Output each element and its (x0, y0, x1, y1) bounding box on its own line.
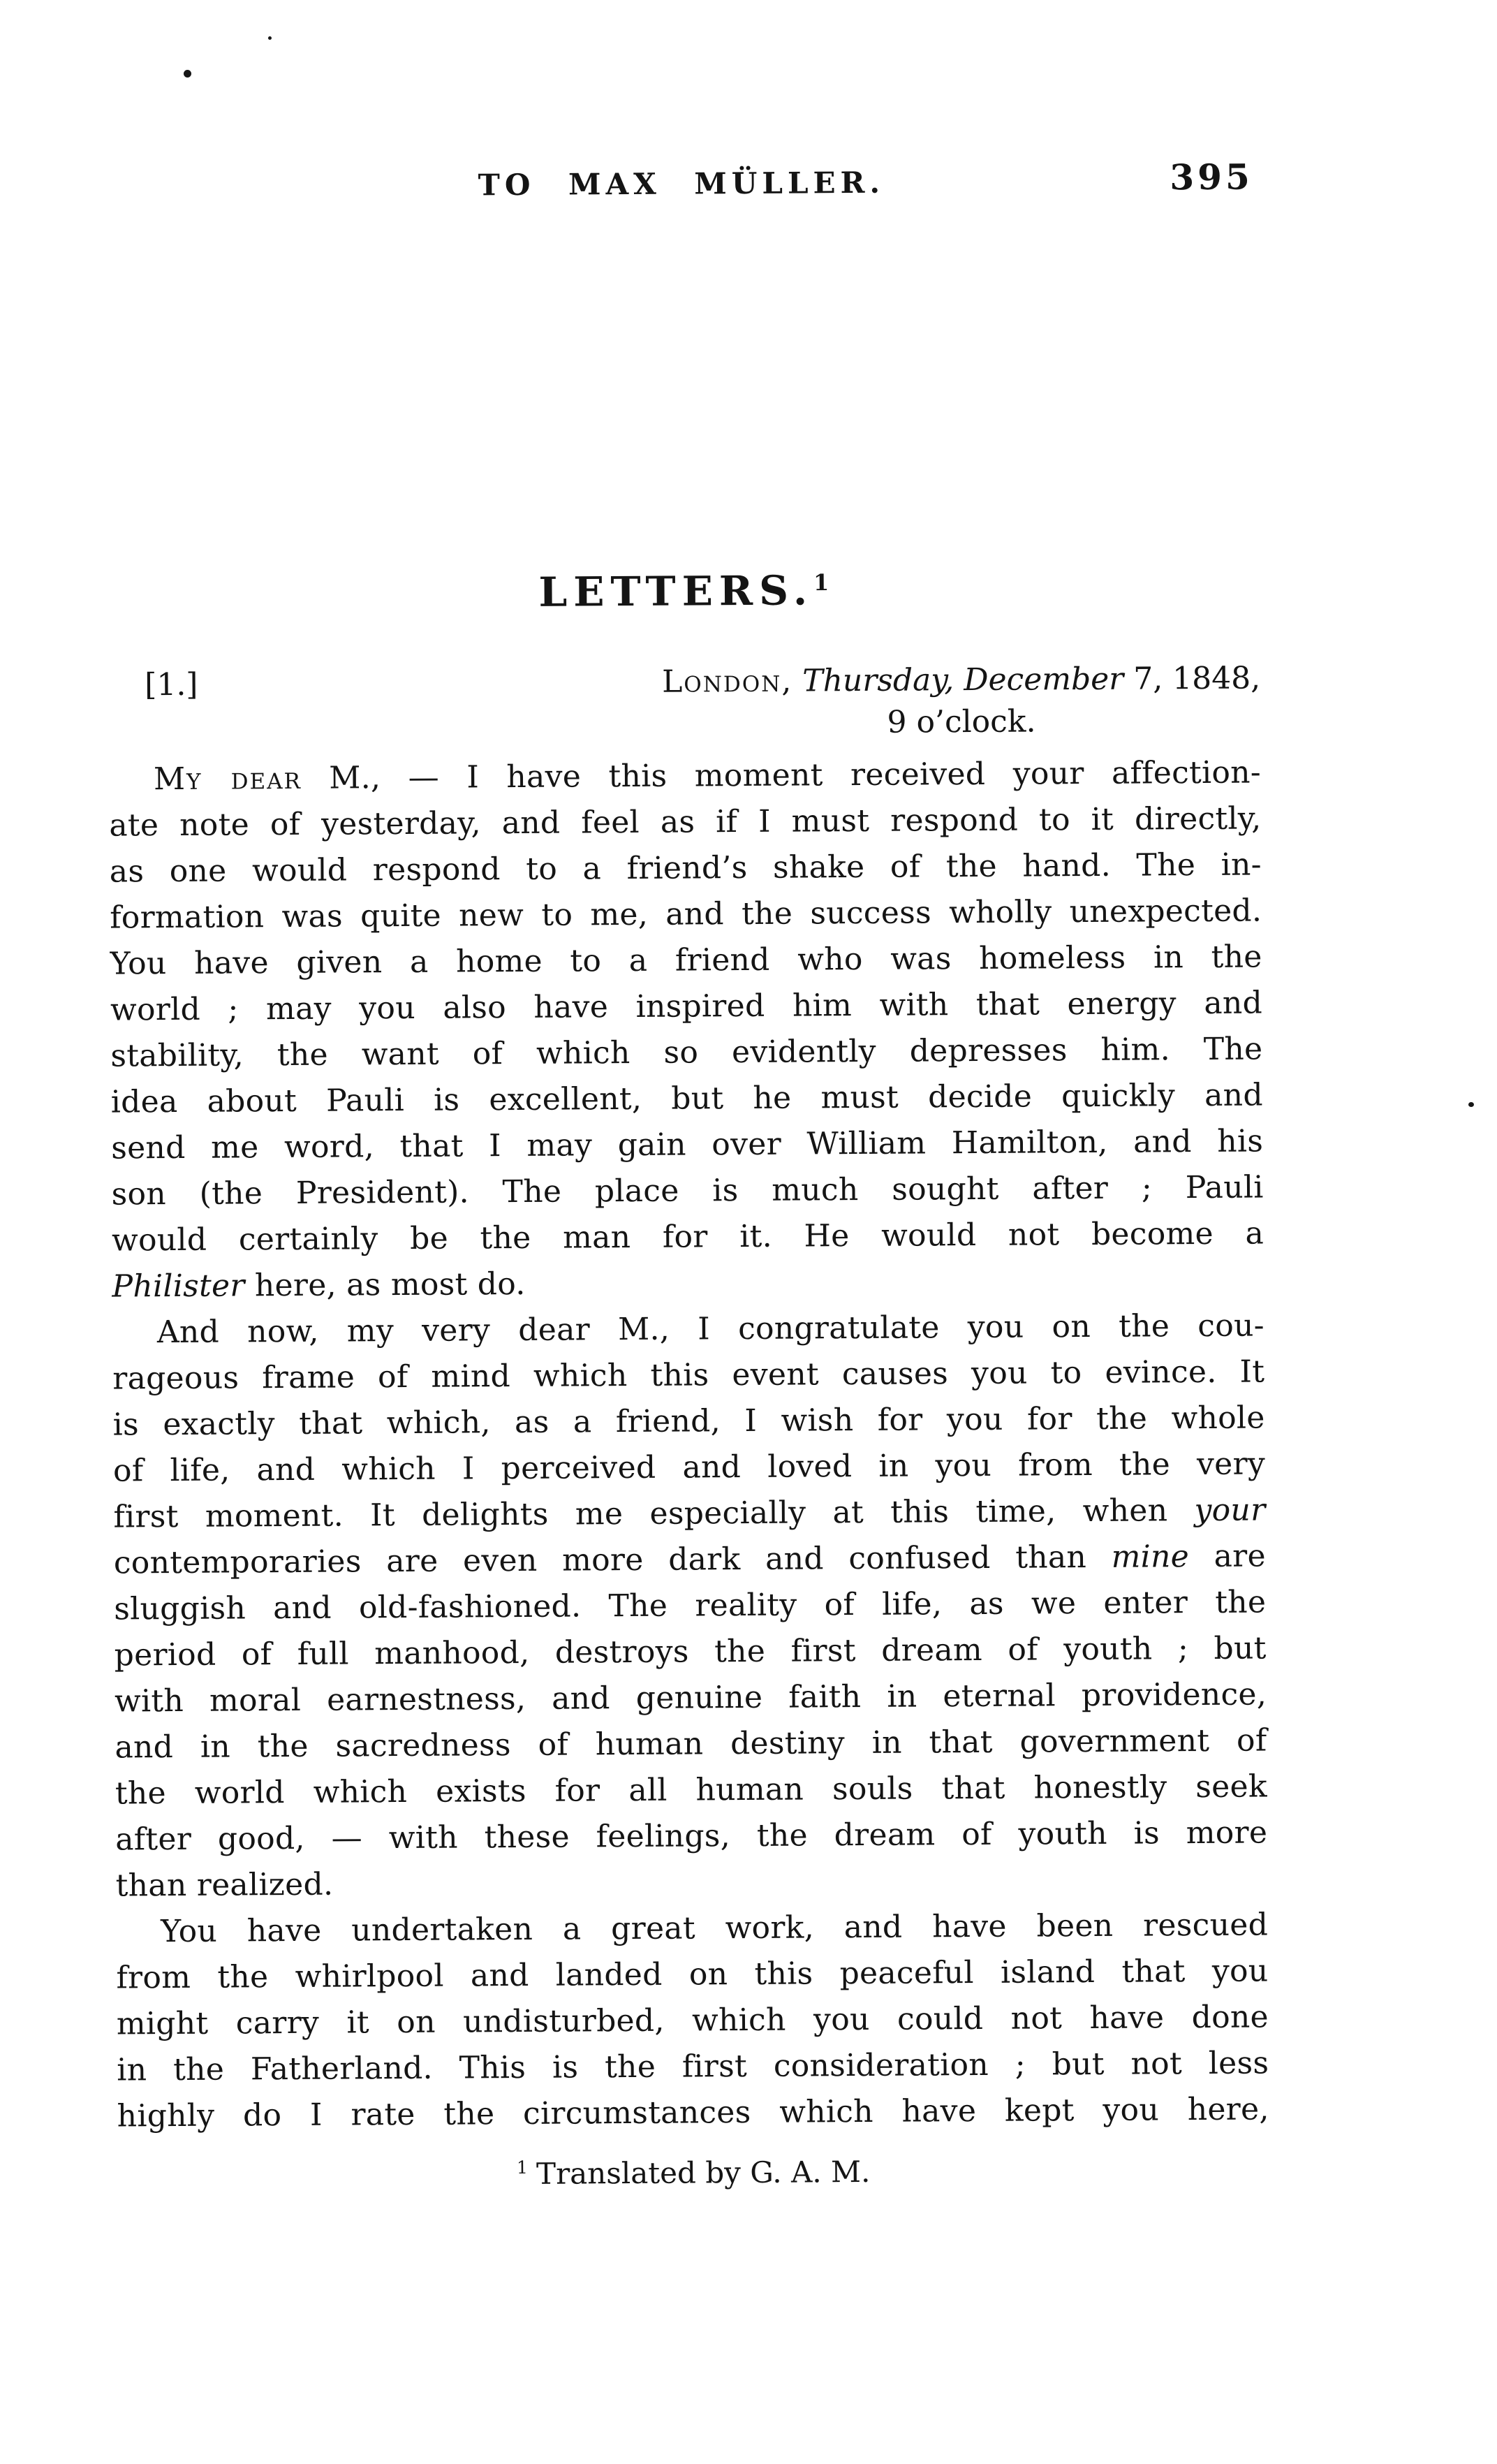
text-segment: world ; may you also have inspired him with that energy and (110, 985, 1263, 1028)
italic-text: your (1194, 1492, 1266, 1529)
text-segment: formation was quite new to me, and the success wholly unexpected. (110, 893, 1262, 936)
text-segment: after good, — with these feelings, the dream of youth is more (115, 1814, 1268, 1858)
text-segment: ate note of yesterday, and feel as if I must respond to it directly, (109, 800, 1262, 844)
text-segment: and in the sacredness of human destiny in that government of (115, 1722, 1267, 1766)
text-line (116, 1856, 1268, 1909)
text-segment: M., — I have this moment received your affection- (301, 754, 1262, 796)
text-line (111, 1072, 1263, 1125)
section-title-text: LETTERS. (538, 566, 814, 616)
text-line (110, 842, 1262, 895)
text-line (111, 1164, 1263, 1217)
letter-number: [1.] (145, 666, 198, 703)
text-segment: is exactly that which, as a friend, I wish for you for the whole (112, 1400, 1265, 1443)
place-name: London, (661, 663, 793, 700)
text-segment: You have given a home to a friend who was homeless in the (110, 939, 1262, 982)
date-day-year: 7, 1848, (1133, 660, 1261, 697)
text-segment: stability, the want of which so evidently depresses him. The (110, 1031, 1263, 1074)
text-segment: contemporaries are even more dark and confused than (113, 1539, 1112, 1581)
page-number: 395 (1170, 156, 1253, 198)
text-line (113, 1441, 1265, 1494)
date-line (662, 658, 1260, 703)
text-segment: would certainly be the man for it. He would not become a (111, 1215, 1264, 1259)
text-segment: in the Fatherland. This is the first consideration ; but not less (117, 2045, 1269, 2088)
text-line (112, 1349, 1264, 1402)
text-segment: highly do I rate the circumstances which have kept you here, (117, 2091, 1269, 2134)
text-segment: idea about Pauli is excellent, but he must decide quickly and (110, 1077, 1263, 1120)
text-line (111, 1118, 1263, 1171)
text-line (114, 1533, 1266, 1586)
title-footnote-reference: 1 (813, 569, 829, 596)
text-segment: with moral earnestness, and genuine faith in eternal providence, (114, 1676, 1267, 1719)
text-segment: than realized. (115, 1866, 334, 1904)
text-segment: period of full manhood, destroys the first dream of youth ; but (114, 1630, 1267, 1673)
text-line (116, 1902, 1268, 1955)
page-header (105, 156, 1258, 215)
text-segment: of life, and which I perceived and loved in you from the very (112, 1446, 1266, 1489)
text-line (113, 1487, 1265, 1540)
text-line (109, 750, 1261, 803)
text-segment: the world which exists for all human souls that honestly seek (115, 1768, 1268, 1812)
date-block (662, 658, 1261, 745)
footnote (117, 2152, 1269, 2193)
italic-text: mine (1111, 1539, 1190, 1575)
text-line (112, 1256, 1264, 1310)
text-line (112, 1303, 1264, 1356)
text-line (110, 1026, 1262, 1079)
text-line (115, 1763, 1267, 1817)
text-line (110, 980, 1262, 1033)
text-line (114, 1625, 1266, 1678)
text-line (115, 1717, 1267, 1770)
text-segment: You have undertaken a great work, and have been rescued (160, 1907, 1269, 1950)
text-line (117, 1994, 1269, 2047)
text-line (116, 1948, 1268, 2001)
text-line (117, 2040, 1269, 2093)
text-line (115, 1810, 1267, 1863)
text-segment: from the whirlpool and landed on this peaceful island that you (116, 1953, 1269, 1996)
text-segment: here, as most do. (244, 1266, 526, 1304)
footnote-text: Translated by G. A. M. (536, 2154, 871, 2191)
text-segment: first moment. It delights me especially at this time, when (113, 1493, 1195, 1535)
text-segment: send me word, that I may gain over William Hamilton, and his (111, 1123, 1264, 1166)
text-line (109, 796, 1261, 849)
dateline (108, 658, 1261, 749)
text-line (112, 1395, 1264, 1448)
text-segment: are (1188, 1538, 1267, 1575)
running-title: TO MAX MÜLLER. (478, 165, 885, 203)
text-segment: And now, my very dear M., I congratulate you on the cou- (156, 1307, 1264, 1351)
text-segment: rageous frame of mind which this event causes you to evince. It (112, 1354, 1265, 1397)
text-segment: sluggish and old-fashioned. The reality of life, as we enter the (114, 1584, 1267, 1627)
section-title (108, 564, 1260, 619)
italic-text: Philister (112, 1268, 245, 1305)
text-segment: son (the President). The place is much sought after ; Pauli (111, 1169, 1264, 1212)
text-line (112, 1210, 1264, 1263)
text-line (110, 934, 1262, 987)
text-line (114, 1579, 1266, 1632)
footnote-marker: 1 (516, 2157, 529, 2178)
text-line (115, 1671, 1267, 1724)
letter-body (109, 750, 1269, 2140)
text-segment: might carry it on undisturbed, which you could not have done (116, 1999, 1269, 2042)
smallcaps-text: My dear (153, 760, 302, 798)
text-segment: as one would respond to a friend’s shake of the hand. The in- (109, 846, 1262, 890)
text-line (117, 2086, 1269, 2139)
date-weekday-month: Thursday, December (802, 661, 1124, 699)
time-line: 9 o’clock. (887, 703, 1036, 740)
text-line (110, 888, 1262, 941)
